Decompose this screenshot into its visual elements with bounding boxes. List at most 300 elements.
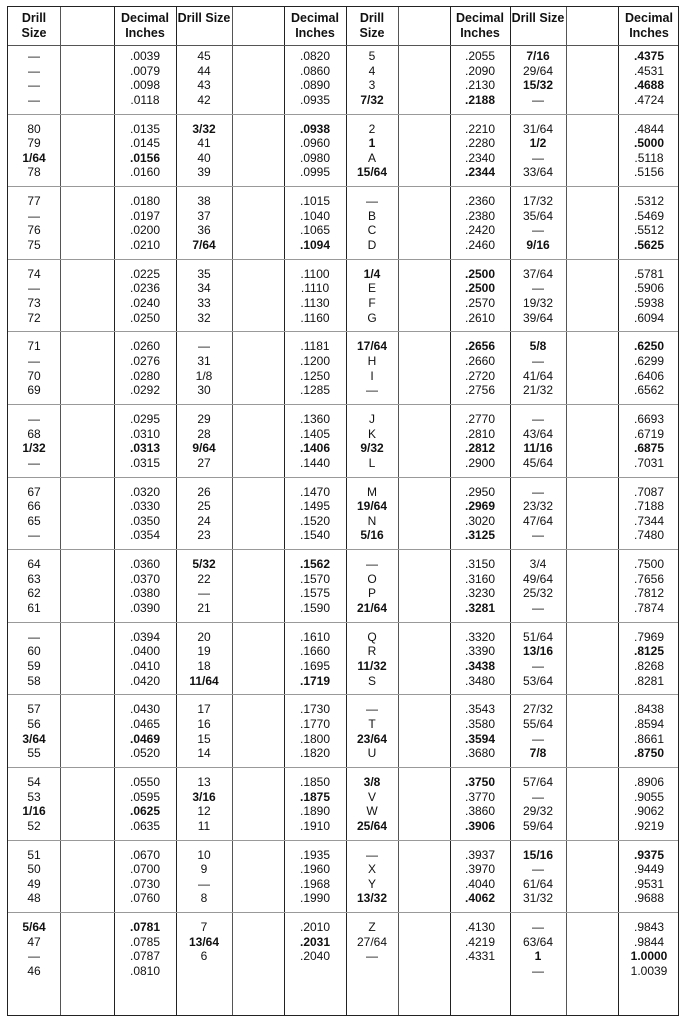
drill-size-cell: — (532, 484, 544, 499)
decimal-inches-cell: .0200 (129, 223, 161, 238)
decimal-inches-cell: .3480 (464, 673, 496, 688)
decimal-inches-cell: .6406 (633, 368, 665, 383)
drill-size-cell: 59/64 (522, 818, 554, 833)
decimal-inches-cell: .0787 (129, 949, 161, 964)
drill-size-cell: 75 (27, 238, 41, 252)
decimal-inches-cell: .1495 (299, 499, 331, 514)
decimal-inches-cell: .1040 (299, 208, 331, 223)
drill-size-cell: 64 (27, 557, 41, 572)
drill-size-cell: 59 (27, 659, 41, 673)
drill-size-cell: 7/16 (526, 49, 550, 63)
drill-size-cell: 74 (27, 266, 41, 281)
decimal-inches-cell: .6094 (633, 310, 665, 325)
drill-size-cell: 3/8 (363, 775, 381, 789)
header-drill-size: Drill Size (177, 11, 231, 25)
drill-size-cell: 7/64 (192, 238, 216, 252)
decimal-inches-cell: .9055 (633, 789, 665, 804)
drill-size-cell: 13 (197, 775, 211, 789)
decimal-inches-cell: .0236 (129, 281, 161, 296)
decimal-inches-cell: .8750 (633, 746, 665, 761)
drill-size-cell: 49 (27, 876, 41, 891)
group-divider (8, 622, 678, 623)
drill-size-cell: — (28, 528, 40, 543)
decimal-inches-cell: .9062 (633, 804, 665, 819)
decimal-inches-cell: .0260 (129, 339, 161, 354)
drill-size-cell: 53 (27, 789, 41, 804)
drill-size-cell: H (367, 354, 377, 368)
decimal-inches-cell: .2660 (464, 354, 496, 368)
drill-size-cell: 35/64 (522, 208, 554, 223)
decimal-inches-cell: .0995 (299, 165, 331, 180)
drill-size-cell: 54 (27, 775, 41, 789)
drill-size-cell: 66 (27, 499, 41, 514)
decimal-inches-cell: .2040 (299, 949, 331, 964)
decimal-inches-cell: .6562 (633, 383, 665, 398)
decimal-inches-cell: .0039 (129, 49, 161, 63)
decimal-inches-cell: .4331 (464, 949, 496, 964)
drill-size-cell: 31 (197, 354, 211, 368)
decimal-inches-cell: .3906 (464, 818, 496, 833)
drill-size-cell: — (532, 862, 544, 877)
drill-size-cell: 28 (197, 426, 211, 441)
decimal-inches-cell: .3680 (464, 746, 496, 761)
drill-size-cell: 17 (197, 702, 211, 717)
header-decimal-inches: Decimal Inches (121, 11, 169, 40)
decimal-inches-cell: .7500 (633, 557, 665, 572)
drill-size-cell: 68 (27, 426, 41, 441)
decimal-inches-cell: .0320 (129, 484, 161, 499)
drill-size-cell: 5/32 (192, 557, 216, 572)
drill-size-cell: T (368, 717, 376, 731)
decimal-inches-cell: .0520 (129, 746, 161, 761)
decimal-inches-cell: .2756 (464, 383, 496, 398)
decimal-inches-cell: .0240 (129, 296, 161, 310)
decimal-inches-cell: .2280 (464, 136, 496, 151)
decimal-inches-cell: .1520 (299, 513, 331, 528)
drill-size-cell: 76 (27, 223, 41, 238)
drill-size-cell: S (367, 673, 376, 688)
drill-size-cell: 78 (27, 165, 41, 180)
decimal-inches-cell: .7087 (633, 484, 665, 499)
decimal-inches-cell: .1160 (300, 310, 330, 325)
drill-size-cell: 18 (197, 659, 211, 673)
group-divider (8, 186, 678, 187)
drill-size-cell: 70 (27, 368, 41, 383)
drill-size-cell: 5/64 (22, 920, 46, 935)
decimal-inches-cell: .1990 (299, 891, 331, 906)
drill-size-cell: 13/16 (522, 644, 554, 659)
drill-size-cell: 9/32 (360, 441, 384, 456)
drill-size-cell: 16 (197, 717, 211, 731)
drill-size-cell: 1/64 (22, 150, 46, 165)
drill-size-cell: — (28, 63, 40, 78)
drill-size-cell: — (532, 354, 544, 368)
drill-size-cell: 77 (27, 194, 41, 209)
decimal-inches-cell: .0360 (129, 557, 161, 572)
decimal-inches-cell: .0595 (129, 789, 161, 804)
drill-size-cell: 11/16 (523, 441, 553, 456)
drill-size-cell: — (532, 731, 544, 746)
decimal-inches-cell: .1405 (299, 426, 331, 441)
decimal-inches-cell: .8438 (633, 702, 665, 717)
drill-size-cell: — (532, 659, 544, 673)
decimal-inches-cell: .0625 (129, 804, 161, 819)
decimal-inches-cell: .1730 (299, 702, 331, 717)
drill-size-cell: 21/32 (522, 383, 554, 398)
decimal-inches-cell: .9688 (633, 891, 665, 906)
drill-size-cell: 61/64 (522, 876, 554, 891)
decimal-inches-cell: .0276 (129, 354, 161, 368)
column-divider (398, 7, 399, 1015)
decimal-inches-cell: .3970 (464, 862, 496, 877)
drill-size-cell: M (367, 484, 377, 499)
drill-size-cell: — (28, 412, 40, 426)
decimal-inches-cell: .2090 (464, 63, 496, 78)
header-decimal-inches: Decimal Inches (625, 11, 673, 40)
drill-size-cell: 17/64 (356, 339, 388, 354)
decimal-inches-cell: .5118 (634, 150, 664, 165)
decimal-inches-cell: .0390 (129, 601, 161, 615)
drill-size-cell: — (532, 528, 544, 543)
decimal-inches-cell: .7344 (633, 513, 665, 528)
drill-size-cell: 1/16 (22, 804, 46, 819)
decimal-inches-cell: .1820 (299, 746, 331, 761)
drill-size-cell: 58 (27, 673, 41, 688)
decimal-inches-cell: .0394 (129, 629, 161, 644)
drill-size-cell: 5/16 (360, 528, 384, 543)
group-divider (8, 477, 678, 478)
decimal-inches-cell: .0781 (129, 920, 161, 935)
drill-size-cell: — (532, 601, 544, 615)
decimal-inches-cell: .5312 (633, 194, 665, 209)
decimal-inches-cell: 1.0000 (630, 949, 668, 964)
decimal-inches-cell: .1770 (299, 717, 331, 731)
decimal-inches-cell: .0635 (129, 818, 161, 833)
header-drill-size: Drill Size (21, 11, 47, 40)
decimal-inches-cell: .8281 (633, 673, 665, 688)
decimal-inches-cell: 1.0039 (630, 964, 668, 978)
decimal-inches-cell: .1960 (299, 862, 331, 877)
drill-size-cell: 19/32 (522, 296, 554, 310)
drill-size-cell: 15 (197, 731, 211, 746)
drill-size-cell: 22 (197, 571, 211, 586)
decimal-inches-cell: .2210 (464, 121, 496, 136)
decimal-inches-cell: .0810 (129, 964, 161, 978)
drill-size-cell: 36 (197, 223, 211, 238)
group-divider (8, 767, 678, 768)
drill-size-cell: 63/64 (522, 934, 554, 949)
drill-size-cell: — (532, 150, 544, 165)
drill-size-cell: 3 (368, 78, 376, 93)
drill-size-cell: 71 (27, 339, 41, 354)
drill-size-cell: 3/16 (192, 789, 216, 804)
decimal-inches-cell: .0250 (129, 310, 161, 325)
decimal-inches-cell: .2656 (464, 339, 496, 354)
drill-size-cell: X (367, 862, 376, 877)
decimal-inches-cell: .3770 (464, 789, 496, 804)
drill-size-cell: 23 (197, 528, 211, 543)
drill-size-cell: — (532, 92, 544, 107)
drill-size-cell: 1/4 (363, 266, 381, 281)
drill-size-cell: 29 (197, 412, 211, 426)
drill-size-cell: U (367, 746, 377, 761)
drill-size-cell: 2 (368, 121, 376, 136)
drill-size-cell: 62 (27, 586, 41, 601)
decimal-inches-cell: .5469 (633, 208, 665, 223)
drill-size-cell: 13/64 (188, 934, 220, 949)
decimal-inches-cell: .4130 (464, 920, 496, 935)
decimal-inches-cell: .9844 (633, 934, 665, 949)
decimal-inches-cell: .2770 (464, 412, 496, 426)
drill-size-cell: — (532, 412, 544, 426)
drill-size-cell: — (28, 49, 40, 63)
drill-size-cell: — (28, 354, 40, 368)
decimal-inches-cell: .1200 (299, 354, 331, 368)
drill-size-cell: 5 (368, 49, 376, 63)
decimal-inches-cell: .3150 (464, 557, 496, 572)
decimal-inches-cell: .5156 (633, 165, 665, 180)
decimal-inches-cell: .1406 (299, 441, 331, 456)
group-divider (8, 912, 678, 913)
decimal-inches-cell: .4040 (464, 876, 496, 891)
drill-size-cell: 9/16 (526, 238, 550, 252)
drill-size-cell: — (28, 281, 40, 296)
drill-size-cell: 35 (197, 266, 211, 281)
decimal-inches-cell: .2380 (464, 208, 496, 223)
decimal-inches-cell: .2460 (464, 238, 496, 252)
decimal-inches-cell: .8268 (633, 659, 665, 673)
drill-size-cell: 11/32 (357, 659, 387, 673)
drill-size-cell: 4 (368, 63, 376, 78)
decimal-inches-cell: .9375 (633, 847, 665, 862)
decimal-inches-cell: .1110 (300, 281, 330, 296)
drill-size-cell: 27 (197, 455, 211, 470)
drill-size-cell: 10 (197, 847, 211, 862)
decimal-inches-cell: .8594 (633, 717, 665, 731)
drill-size-cell: 42 (197, 92, 211, 107)
decimal-inches-cell: .0700 (129, 862, 161, 877)
drill-size-cell: V (367, 789, 376, 804)
drill-size-cell: 33 (197, 296, 211, 310)
drill-size-cell: 31/64 (522, 121, 554, 136)
decimal-inches-cell: .6719 (633, 426, 665, 441)
drill-size-cell: 47/64 (522, 513, 554, 528)
drill-size-cell: 1 (534, 949, 542, 964)
drill-size-cell: 19/64 (356, 499, 388, 514)
drill-size-cell: 80 (27, 121, 41, 136)
drill-size-cell: 25/32 (522, 586, 554, 601)
decimal-inches-cell: .3160 (464, 571, 496, 586)
drill-size-cell: 23/32 (522, 499, 554, 514)
decimal-inches-cell: .7969 (633, 629, 665, 644)
decimal-inches-cell: .2340 (464, 150, 496, 165)
drill-size-cell: — (198, 876, 210, 891)
drill-size-cell: 63 (27, 571, 41, 586)
decimal-inches-cell: .0465 (129, 717, 161, 731)
decimal-inches-cell: .0330 (129, 499, 161, 514)
drill-size-cell: R (367, 644, 377, 659)
decimal-inches-cell: .0225 (129, 266, 161, 281)
decimal-inches-cell: .0430 (129, 702, 161, 717)
drill-size-cell: 20 (197, 629, 211, 644)
drill-size-cell: F (368, 296, 376, 310)
drill-size-cell: 51 (27, 847, 41, 862)
drill-size-cell: 39/64 (522, 310, 554, 325)
drill-size-cell: 21/64 (356, 601, 388, 615)
drill-size-cell: 38 (197, 194, 211, 209)
header-decimal-inches: Decimal Inches (291, 11, 339, 40)
decimal-inches-cell: .2055 (464, 49, 496, 63)
drill-size-cell: 67 (27, 484, 41, 499)
drill-size-cell: 45 (197, 49, 211, 63)
decimal-inches-cell: .0960 (299, 136, 331, 151)
drill-size-cell: A (367, 150, 376, 165)
drill-size-cell: — (532, 920, 544, 935)
decimal-inches-cell: .2500 (464, 266, 496, 281)
column-divider (232, 7, 233, 1015)
header-decimal-inches: Decimal Inches (456, 11, 504, 40)
drill-size-cell: 12 (197, 804, 211, 819)
decimal-inches-cell: .8906 (633, 775, 665, 789)
decimal-inches-cell: .1590 (299, 601, 331, 615)
drill-size-cell: 14 (197, 746, 211, 761)
decimal-inches-cell: .0469 (129, 731, 161, 746)
decimal-inches-cell: .3860 (464, 804, 496, 819)
drill-size-cell: Q (367, 629, 377, 644)
drill-size-cell: — (198, 339, 210, 354)
drill-size-cell: 79 (27, 136, 41, 151)
decimal-inches-cell: .0145 (129, 136, 161, 151)
decimal-inches-cell: .6875 (633, 441, 665, 456)
decimal-inches-cell: .7812 (633, 586, 665, 601)
drill-size-cell: 55/64 (522, 717, 554, 731)
drill-size-cell: P (367, 586, 376, 601)
drill-size-cell: 43 (197, 78, 211, 93)
drill-size-cell: 11 (197, 818, 211, 833)
decimal-inches-cell: .0079 (129, 63, 161, 78)
drill-size-cell: 45/64 (522, 455, 554, 470)
drill-size-cell: J (369, 412, 375, 426)
drill-size-cell: 15/32 (522, 78, 554, 93)
drill-size-cell: — (532, 223, 544, 238)
drill-size-cell: E (367, 281, 376, 296)
drill-size-cell: 40 (197, 150, 211, 165)
decimal-inches-cell: .1015 (299, 194, 331, 209)
decimal-inches-cell: .5906 (633, 281, 665, 296)
drill-size-cell: — (28, 949, 40, 964)
drill-size-cell: 24 (197, 513, 211, 528)
drill-size-cell: — (28, 208, 40, 223)
header-drill-size: Drill Size (511, 11, 565, 25)
drill-size-cell: G (367, 310, 377, 325)
decimal-inches-cell: .2570 (464, 296, 496, 310)
decimal-inches-cell: .0160 (129, 165, 161, 180)
decimal-inches-cell: .0180 (129, 194, 161, 209)
drill-size-cell: 3/32 (192, 121, 216, 136)
decimal-inches-cell: .1570 (299, 571, 331, 586)
drill-size-cell: 33/64 (522, 165, 554, 180)
decimal-inches-cell: .5781 (633, 266, 665, 281)
drill-size-cell: — (28, 78, 40, 93)
group-divider (8, 114, 678, 115)
drill-size-cell: 8 (200, 891, 208, 906)
decimal-inches-cell: .0550 (129, 775, 161, 789)
drill-size-cell: N (367, 513, 377, 528)
decimal-inches-cell: .0785 (129, 934, 161, 949)
decimal-inches-cell: .0310 (129, 426, 161, 441)
decimal-inches-cell: .2969 (464, 499, 496, 514)
drill-size-cell: 32 (197, 310, 211, 325)
drill-size-cell: 7/32 (360, 92, 384, 107)
drill-size-cell: — (28, 455, 40, 470)
drill-size-cell: — (366, 383, 378, 398)
decimal-inches-cell: .0354 (129, 528, 161, 543)
decimal-inches-cell: .5000 (633, 136, 665, 151)
decimal-inches-cell: .0118 (130, 92, 160, 107)
decimal-inches-cell: .5938 (633, 296, 665, 310)
decimal-inches-cell: .1130 (300, 296, 330, 310)
decimal-inches-cell: .0760 (129, 891, 161, 906)
decimal-inches-cell: .1875 (299, 789, 331, 804)
drill-size-cell: 25 (197, 499, 211, 514)
decimal-inches-cell: .1610 (299, 629, 331, 644)
drill-size-cell: 31/32 (522, 891, 554, 906)
decimal-inches-cell: .0670 (129, 847, 161, 862)
decimal-inches-cell: .0295 (129, 412, 161, 426)
drill-size-cell: 43/64 (522, 426, 554, 441)
decimal-inches-cell: .0890 (299, 78, 331, 93)
group-divider (8, 549, 678, 550)
decimal-inches-cell: .5512 (633, 223, 665, 238)
drill-size-cell: 55 (27, 746, 41, 761)
drill-size-cell: 61 (27, 601, 41, 615)
drill-size-cell: 44 (197, 63, 211, 78)
drill-size-cell: K (367, 426, 376, 441)
drill-size-cell: 1 (368, 136, 376, 151)
drill-size-cell: 27/64 (356, 934, 388, 949)
decimal-inches-cell: .0938 (299, 121, 331, 136)
decimal-inches-cell: .0935 (299, 92, 331, 107)
column-divider (60, 7, 61, 1015)
drill-size-cell: 51/64 (522, 629, 554, 644)
drill-size-cell: 53/64 (522, 673, 554, 688)
drill-size-cell: 13/32 (356, 891, 388, 906)
decimal-inches-cell: .2900 (464, 455, 496, 470)
drill-size-cell: 52 (27, 818, 41, 833)
drill-size-cell: 1/32 (22, 441, 46, 456)
decimal-inches-cell: .0420 (129, 673, 161, 688)
drill-size-cell: 1/2 (529, 136, 547, 151)
drill-size-cell: 29/64 (522, 63, 554, 78)
decimal-inches-cell: .2812 (464, 441, 496, 456)
drill-size-cell: — (28, 629, 40, 644)
decimal-inches-cell: .2810 (464, 426, 496, 441)
decimal-inches-cell: .0280 (129, 368, 161, 383)
drill-size-cell: 1/8 (195, 368, 213, 383)
decimal-inches-cell: .1285 (299, 383, 331, 398)
decimal-inches-cell: .8125 (633, 644, 665, 659)
decimal-inches-cell: .3125 (464, 528, 496, 543)
decimal-inches-cell: .3390 (464, 644, 496, 659)
column-divider (566, 7, 567, 1015)
drill-size-cell: 57 (27, 702, 41, 717)
decimal-inches-cell: .2031 (299, 934, 331, 949)
decimal-inches-cell: .2610 (464, 310, 496, 325)
decimal-inches-cell: .1968 (299, 876, 331, 891)
decimal-inches-cell: .7480 (633, 528, 665, 543)
decimal-inches-cell: .1181 (300, 339, 330, 354)
decimal-inches-cell: .3750 (464, 775, 496, 789)
